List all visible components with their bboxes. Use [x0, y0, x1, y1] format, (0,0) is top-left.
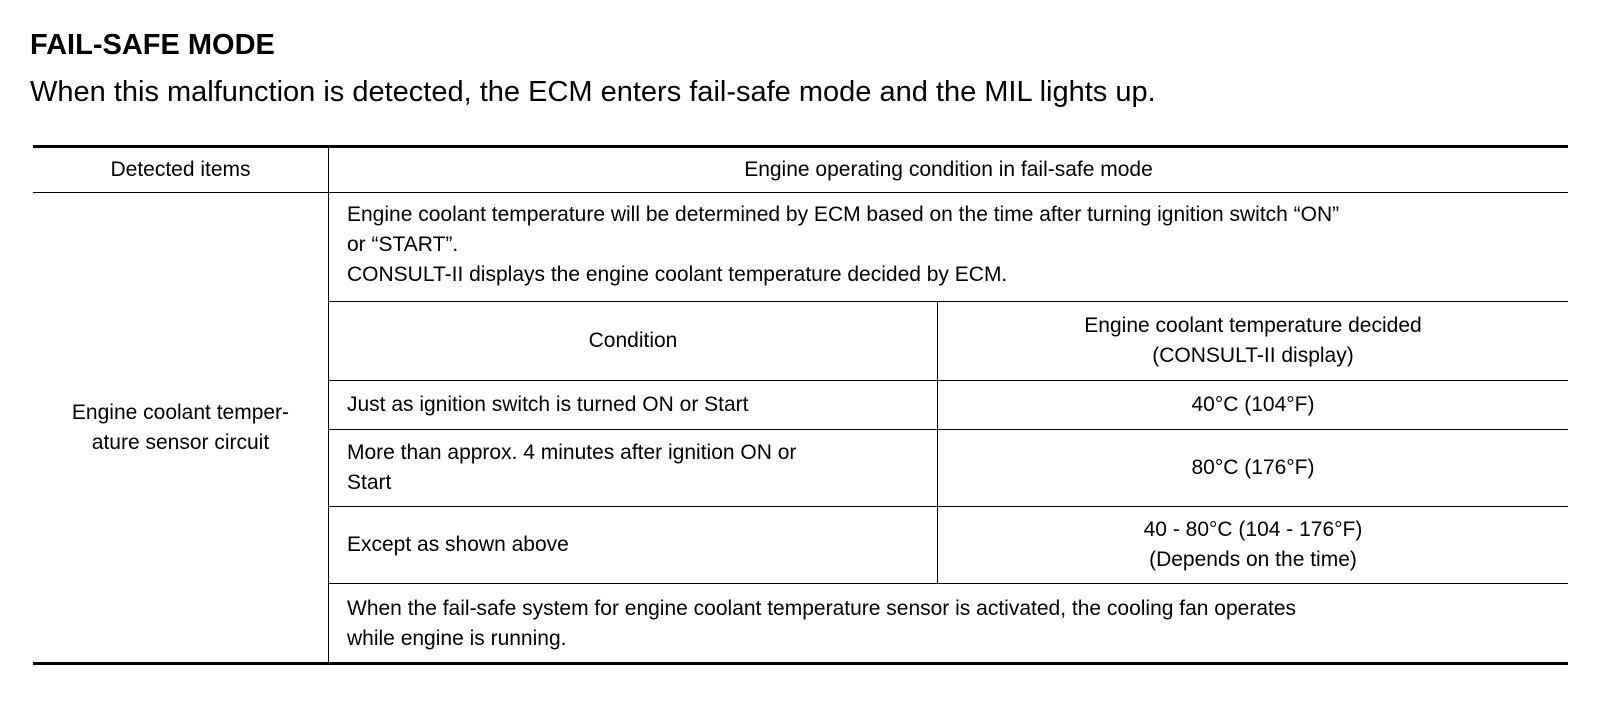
- condition-line: More than approx. 4 minutes after ignition ON or: [347, 441, 797, 464]
- subheader-condition: Condition: [588, 329, 678, 352]
- footer-note-line: When the fail-safe system for engine coolant temperature sensor is activated, the cooling fan operates: [347, 597, 1297, 620]
- detected-item-cell: [33, 193, 328, 663]
- description-cell: [329, 193, 1568, 301]
- subheader-temperature-line: Engine coolant temperature decided: [1084, 314, 1422, 337]
- footer-note-line: while engine is running.: [347, 627, 567, 650]
- intro-text: When this malfunction is detected, the ECM enters fail-safe mode and the MIL lights up.: [30, 76, 1156, 108]
- header-detected-items: Detected items: [110, 158, 251, 181]
- condition-cell: [329, 507, 937, 583]
- detected-item-line: ature sensor circuit: [91, 431, 270, 454]
- description-line: or “START”.: [347, 233, 459, 256]
- subheader-temperature-line: (CONSULT-II display): [1152, 344, 1354, 367]
- temperature-line: 40 - 80°C (104 - 176°F): [1143, 518, 1363, 541]
- footer-note-cell: [329, 584, 1568, 663]
- temperature-cell: [938, 430, 1568, 506]
- detected-item-line: Engine coolant temper-: [71, 401, 290, 424]
- section-heading: FAIL-SAFE MODE: [30, 29, 275, 61]
- condition-line: Except as shown above: [347, 533, 569, 556]
- condition-line: Start: [347, 471, 392, 494]
- description-line: Engine coolant temperature will be determined by ECM based on the time after turning ignition switch “ON”: [347, 203, 1340, 226]
- temperature-line: 80°C (176°F): [1191, 456, 1315, 479]
- temperature-line: 40°C (104°F): [1191, 393, 1315, 416]
- temperature-cell: [938, 507, 1568, 583]
- description-line: CONSULT-II displays the engine coolant temperature decided by ECM.: [347, 263, 1008, 286]
- fail-safe-table: [33, 145, 1568, 665]
- condition-cell: [329, 381, 937, 429]
- condition-cell: [329, 430, 937, 506]
- subheader-temperature: [938, 302, 1568, 380]
- temperature-cell: [938, 381, 1568, 429]
- header-operating-condition: Engine operating condition in fail-safe mode: [744, 158, 1153, 181]
- condition-line: Just as ignition switch is turned ON or Start: [347, 393, 749, 416]
- temperature-line: (Depends on the time): [1149, 548, 1357, 571]
